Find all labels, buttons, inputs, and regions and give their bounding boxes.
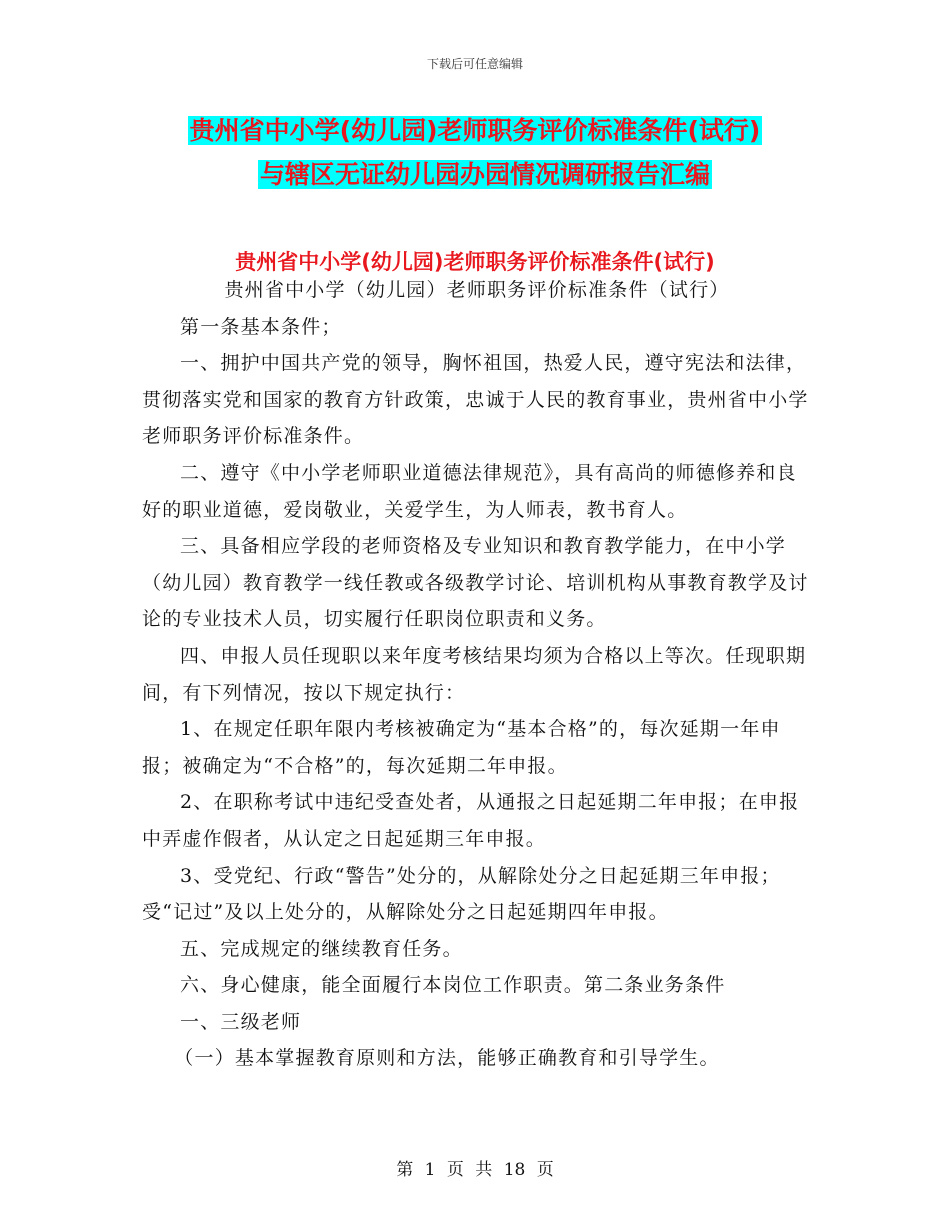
paragraph-item-4: 四、申报人员任现职以来年度考核结果均须为合格以上等次。任现职期间，有下列情况，按以下规定执行： [142, 644, 807, 704]
paragraph-article-1: 第一条基本条件； [180, 315, 342, 338]
paragraph-sub-3: 3、受党纪、行政“警告”处分的，从解除处分之日起延期三年申报；受“记过”及以上处分的，从解除处分之日起延期四年申报。 [142, 864, 781, 924]
paragraph-level-3-teacher: 一、三级老师 [180, 1010, 302, 1033]
subtitle-paragraph: 贵州省中小学（幼儿园）老师职务评价标准条件（试行） [224, 279, 730, 301]
paragraph-item-5: 五、完成规定的继续教育任务。 [180, 937, 463, 960]
document-title-line-1-text: 贵州省中小学(幼儿园)老师职务评价标准条件(试行) [189, 116, 761, 145]
page-footer: 第 1 页 共 18 页 [396, 1160, 554, 1180]
paragraph-level-3-item-1: （一）基本掌握教育原则和方法，能够正确教育和引导学生。 [174, 1047, 720, 1070]
paragraph-sub-1: 1、在规定任职年限内考核被确定为“基本合格”的，每次延期一年申报；被确定为“不合格”的，每次延期二年申报。 [142, 718, 781, 777]
paragraph-sub-2: 2、在职称考试中违纪受查处者，从通报之日起延期二年申报；在申报中弄虚作假者，从认定之日起延期三年申报。 [142, 791, 800, 850]
document-body [142, 272, 812, 1077]
paragraph-item-3: 三、具备相应学段的老师资格及专业知识和教育教学能力，在中小学（幼儿园）教育教学一线任教或各级教学讨论、培训机构从事教育教学及讨论的专业技术人员，切实履行任职岗位职责和义务。 [142, 535, 809, 631]
paragraph-item-1: 一、拥护中国共产党的领导，胸怀祖国，热爱人民，遵守宪法和法律，贯彻落实党和国家的教育方针政策，忠诚于人民的教育事业，贵州省中小学老师职务评价标准条件。 [142, 352, 809, 448]
document-title-line-2-text: 与辖区无证幼儿园办园情况调研报告汇编 [259, 160, 710, 189]
header-note: 下载后可任意编辑 [426, 57, 523, 71]
document-title-line-1 [0, 114, 950, 148]
paragraph-item-6: 六、身心健康，能全面履行本岗位工作职责。第二条业务条件 [180, 974, 726, 997]
section-title: 贵州省中小学(幼儿园)老师职务评价标准条件(试行) [235, 250, 715, 274]
paragraph-item-2: 二、遵守《中小学老师职业道德法律规范》，具有高尚的师德修养和良好的职业道德，爱岗敬业，关爱学生，为人师表，教书育人。 [142, 461, 797, 521]
document-title-line-2 [0, 158, 950, 192]
